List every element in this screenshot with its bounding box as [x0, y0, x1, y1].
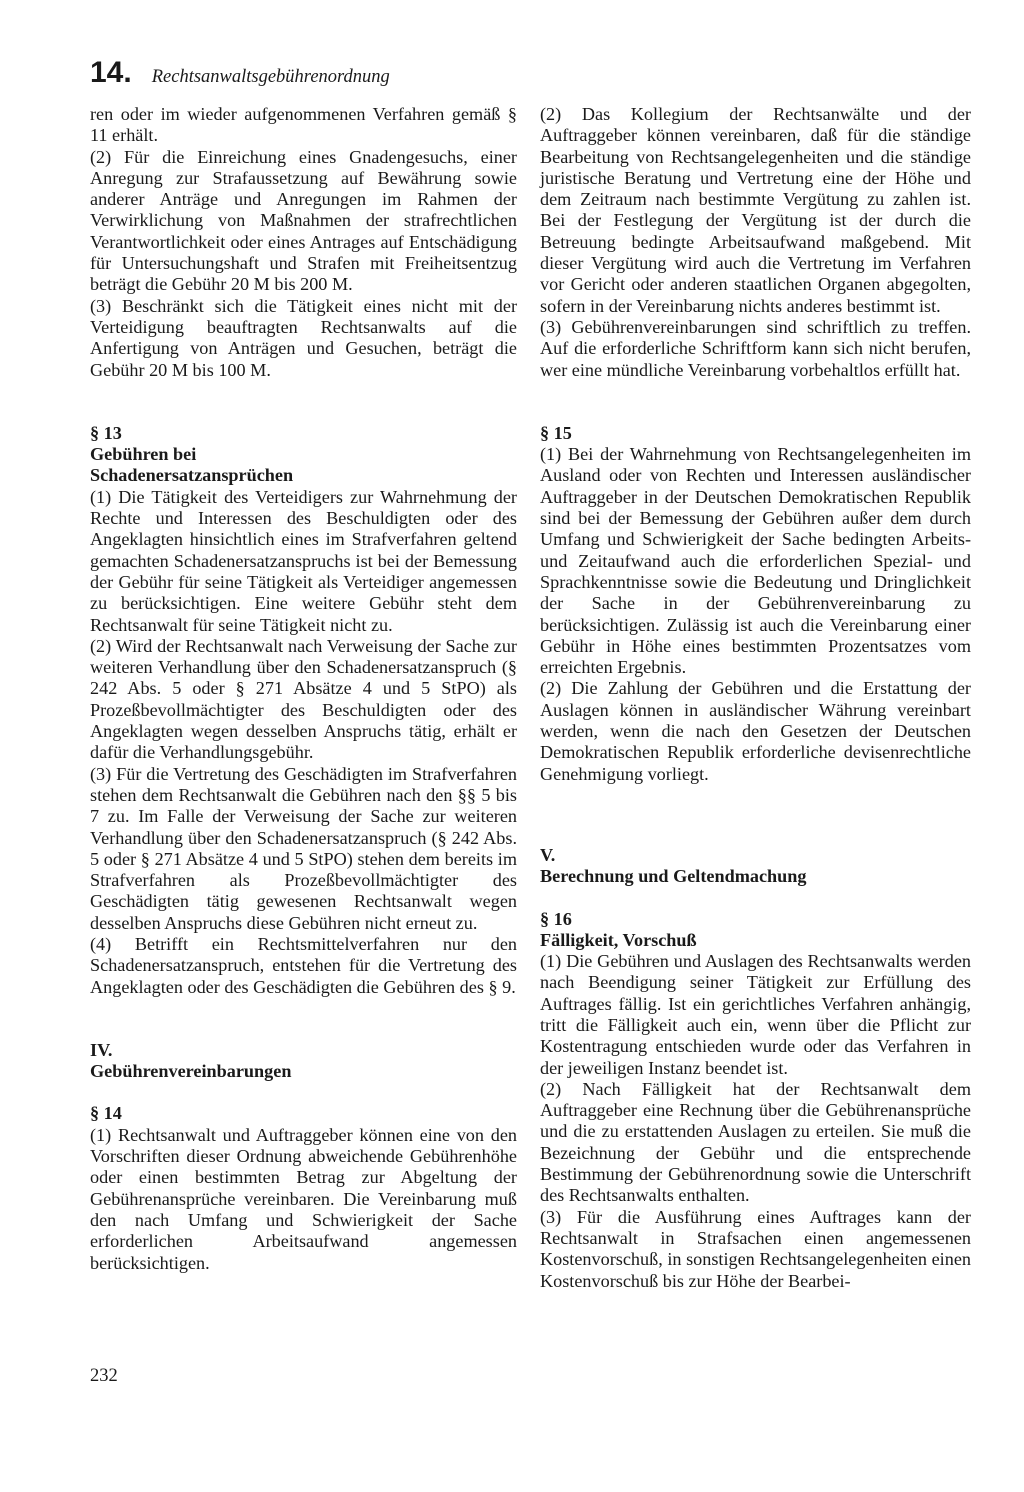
page-header	[90, 56, 390, 96]
paragraph-s13-3: (3) Für die Vertretung des Geschädigten im Strafverfahren stehen dem Rechtsanwalt die Gebühren nach den §§ 5 bis 7 zu. Im Falle der Verweisung der Sache zur weiteren Verhandlung über den Schadenersatzanspruch (§ 242 Abs. 5 oder § 271 Absätze 4 und 5 StPO) stehen dem bereits im Strafverfahren als Prozeßbevollmächtigter des Geschädigten tätig gewesenen Rechtsanwalt wegen desselben Anspruchs diese Gebühren nicht erneut zu.	[90, 763, 517, 933]
paragraph-s16-3: (3) Für die Ausführung eines Auftrages kann der Rechtsanwalt in Strafsachen einen angemessenen Kostenvorschuß, in sonstigen Rechtsangelegenheiten einen Kostenvorschuß bis zur Höhe der Bearbei-	[540, 1206, 971, 1291]
part-v-title: Berechnung und Geltendmachung	[540, 866, 807, 887]
section-16-number: § 16	[540, 908, 572, 929]
section-15-number: § 15	[540, 422, 572, 443]
paragraph-continuation: ren oder im wieder aufgenommenen Verfahren gemäß § 11 erhält.	[90, 104, 517, 146]
paragraph-s13-4: (4) Betrifft ein Rechtsmittelverfahren nur den Schadenersatzanspruch, entstehen für die Vertretung des Angeklagten oder des Geschädigten die Gebühren des § 9.	[90, 933, 517, 997]
paragraph-s15-1: (1) Bei der Wahrnehmung von Rechtsangelegenheiten im Ausland oder von Rechten und Interessen ausländischer Auftraggeber in der Deutschen Demokratischen Republik sind bei der Bemessung der Gebühren außer dem durch Umfang und Schwierigkeit der Sache bedingten Arbeits- und Zeitaufwand auch die erforderlichen Spezial- und Sprachkenntnisse sowie die Bedeutung und Dringlichkeit der Sache in der Gebührenvereinbarung zu berücksichtigen. Zulässig ist auch die Vereinbarung einer Gebühr in Höhe eines bestimmten Prozentsatzes vom erreichten Ergebnis.	[540, 444, 971, 678]
paragraph-s12-2: (2) Für die Einreichung eines Gnadengesuchs, einer Anregung zur Strafaussetzung auf Bewährung sowie anderer Anträge und Anregungen im Rahmen der Verwirklichung von Maßnahmen der strafrechtlichen Verantwortlichkeit oder eines Antrages auf Entschädigung für Untersuchungshaft und Strafen mit Freiheitsentzug beträgt die Gebühr 20 M bis 200 M.	[90, 146, 517, 295]
part-iv-title: Gebührenvereinbarungen	[90, 1061, 292, 1082]
running-title: Rechtsanwaltsgebührenordnung	[151, 67, 390, 87]
paragraph-s14-1: (1) Rechtsanwalt und Auftraggeber können eine von den Vorschriften dieser Ordnung abweichende Gebührenhöhe oder einen bestimmten Betrag zur Abgeltung der Gebührenansprüche vereinbaren. Die Vereinbarung muß den nach Umfang und Schwierigkeit der Sache erforderlichen Arbeitsaufwand angemessen berücksichtigen.	[90, 1124, 517, 1273]
paragraph-s14-3: (3) Gebührenvereinbarungen sind schriftlich zu treffen. Auf die erforderliche Schriftform kann sich nicht berufen, wer eine mündliche Vereinbarung vorbehaltlos erfüllt hat.	[540, 316, 971, 380]
paragraph-s13-1: (1) Die Tätigkeit des Verteidigers zur Wahrnehmung der Rechte und Interessen des Beschuldigten oder des Angeklagten hinsichtlich eines im Strafverfahren geltend gemachten Schadenersatzanspruchs ist bei der Bemessung der Gebühr für seine Tätigkeit als Verteidiger angemessen zu berücksichtigen. Eine weitere Gebühr steht dem Rechtsanwalt für seine Tätigkeit nicht zu.	[90, 486, 517, 635]
part-iv-number: IV.	[90, 1039, 113, 1060]
section-13-number: § 13	[90, 422, 122, 443]
paragraph-s13-2: (2) Wird der Rechtsanwalt nach Verweisung der Sache zur weiteren Verhandlung über den Schadenersatzanspruch (§ 242 Abs. 5 oder § 271 Absätze 4 und 5 StPO) als Prozeßbevollmächtigter des Beschuldigten oder des Angeklagten wegen desselben Anspruchs tätig, erhält er dafür die Verhandlungsgebühr.	[90, 635, 517, 763]
right-column	[540, 104, 971, 1292]
section-13-title-line2: Schadenersatzansprüchen	[90, 465, 294, 486]
paragraph-s16-2: (2) Nach Fälligkeit hat der Rechtsanwalt dem Auftraggeber eine Rechnung über die Gebührenansprüche und die zu erstattenden Auslagen zu erteilen. Sie muß die Bezeichnung der Gebühr und die entsprechende Bestimmung der Gebührenordnung sowie die Unterschrift des Rechtsanwalts enthalten.	[540, 1078, 971, 1206]
paragraph-s12-3: (3) Beschränkt sich die Tätigkeit eines nicht mit der Verteidigung beauftragten Rechtsanwalts auf die Anfertigung von Anträgen und Gesuchen, beträgt die Gebühr 20 M bis 100 M.	[90, 295, 517, 380]
part-v-number: V.	[540, 844, 556, 865]
paragraph-s14-2: (2) Das Kollegium der Rechtsanwälte und der Auftraggeber können vereinbaren, daß für die ständige Bearbeitung von Rechtsangelegenheiten und die ständige juristische Beratung und Vertretung eine der Höhe und dem Zeitraum nach bestimmte Vergütung zu zahlen ist. Bei der Festlegung der Vergütung ist der durch die Betreuung bedingte Arbeitsaufwand maßgebend. Mit dieser Vergütung wird auch die Vertretung im Verfahren vor Gericht oder anderen staatlichen Organen abgegolten, sofern in der Vereinbarung nichts anderes bestimmt ist.	[540, 104, 971, 316]
page-number: 232	[90, 1366, 118, 1386]
section-16-title: Fälligkeit, Vorschuß	[540, 929, 697, 950]
paragraph-s15-2: (2) Die Zahlung der Gebühren und die Erstattung der Auslagen können in ausländischer Währung vereinbart werden, wenn die nach den Gesetzen der Deutschen Demokratischen Republik erforderliche devisenrechtliche Genehmigung vorliegt.	[540, 678, 971, 784]
chapter-number: 14.	[90, 56, 132, 89]
left-column	[90, 104, 517, 1274]
paragraph-s16-1: (1) Die Gebühren und Auslagen des Rechtsanwalts werden nach Beendigung seiner Tätigkeit zur Erfüllung des Auftrages fällig. Ist ein gerichtliches Verfahren anhängig, tritt die Fälligkeit auch ein, wenn über die Pflicht zur Kostentragung entschieden wurde oder das Verfahren in der jeweiligen Instanz beendet ist.	[540, 951, 971, 1078]
section-14-number: § 14	[90, 1103, 122, 1124]
section-13-title-line1: Gebühren bei	[90, 444, 197, 465]
